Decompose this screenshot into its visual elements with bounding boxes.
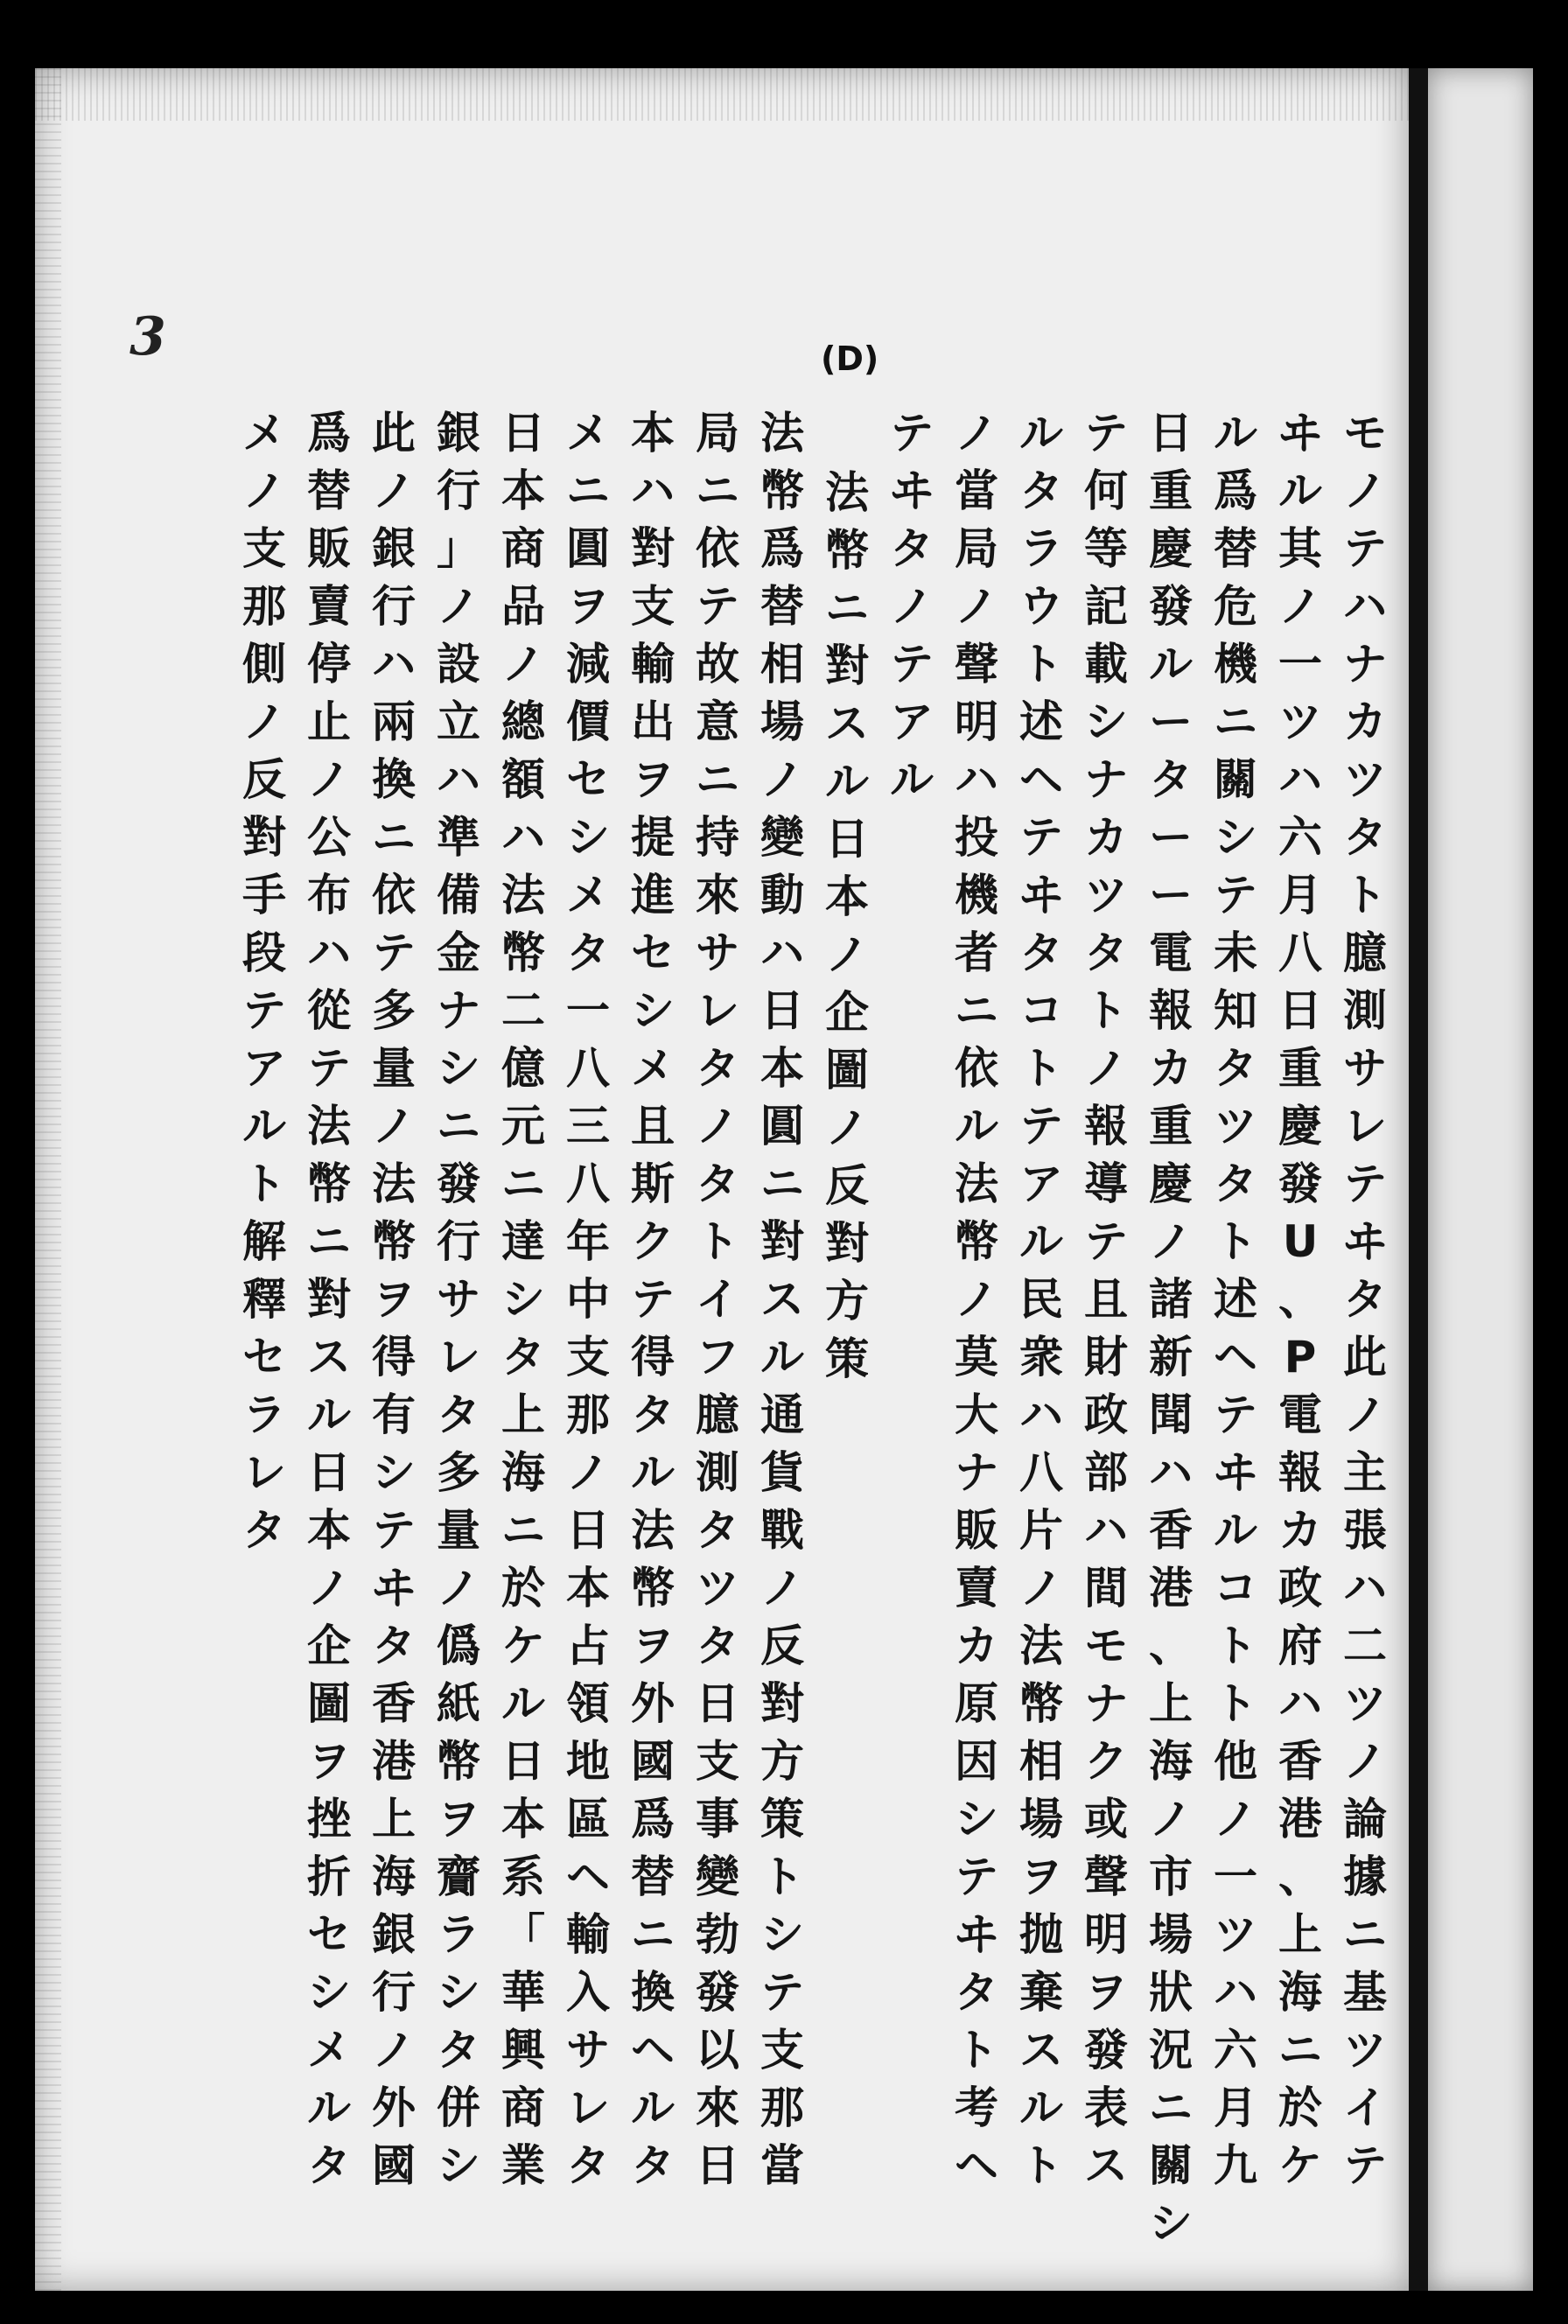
text-column: テ ヰ タ ノ テ ア ル bbox=[890, 408, 934, 805]
text-column: 局 ニ 依 テ 故 意 ニ 持 來 サ レ タ ノ タ ト イ フ 臆 測 タ ツ タ 日 支 事 變 勃 發 以 來 日 bbox=[696, 408, 739, 2191]
page-noise-top bbox=[35, 68, 1409, 121]
text-column: メ ニ 圓 ヲ 減 價 セ シ メ タ 一 八 三 八 年 中 支 那 ノ 日 本 占 領 地 區 ヘ 輸 入 サ レ タ bbox=[566, 408, 610, 2191]
text-column: 爲 替 販 賣 停 止 ノ 公 布 ハ 從 テ 法 幣 ニ 對 ス ル 日 本 ノ 企 圖 ヲ 挫 折 セ シ メ ル タ bbox=[307, 408, 351, 2191]
binding-shadow bbox=[1409, 68, 1428, 2291]
text-column: ヰ ル 其 ノ 一 ツ ハ 六 月 八 日 重 慶 發 U 、 P 電 報 カ 政 府 ハ 香 港 、 上 海 ニ 於 ケ bbox=[1278, 408, 1322, 2191]
text-column: 法 幣 爲 替 相 場 ノ 變 動 ハ 日 本 圓 ニ 對 ス ル 通 貨 戰 ノ 反 對 方 策 ト シ テ 支 那 當 bbox=[760, 408, 804, 2191]
page-number: 3 bbox=[130, 306, 166, 368]
text-column: 銀 行 」 ノ 設 立 ハ 準 備 金 ナ シ ニ 發 行 サ レ タ 多 量 ノ 僞 紙 幣 ヲ 齎 ラ シ タ 併 シ bbox=[437, 408, 480, 2191]
text-column: テ 何 等 記 載 シ ナ カ ツ タ ト ノ 報 導 テ 且 財 政 部 ハ 間 モ ナ ク 或 聲 明 ヲ 發 表 ス bbox=[1084, 408, 1128, 2191]
text-column: モ ノ テ ハ ナ カ ツ タ ト 臆 測 サ レ テ ヰ タ 此 ノ 主 張 ハ 二 ツ ノ 論 據 ニ 基 ツ イ テ bbox=[1343, 408, 1387, 2191]
text-column: 此 ノ 銀 行 ハ 兩 換 ニ 依 テ 多 量 ノ 法 幣 ヲ 得 有 シ テ ヰ タ 香 港 上 海 銀 行 ノ 外 國 bbox=[372, 408, 416, 2191]
text-column: 日 本 商 品 ノ 總 額 ハ 法 幣 二 億 元 ニ 達 シ タ 上 海 ニ 於 ケ ル 日 本 系 「 華 興 商 業 bbox=[501, 408, 545, 2191]
text-column: 法 幣 ニ 對 ス ル 日 本 ノ 企 圖 ノ 反 對 方 策 bbox=[825, 467, 869, 1384]
section-label: (D) bbox=[821, 340, 879, 378]
adjacent-page-edge bbox=[1428, 68, 1533, 2291]
text-column: ノ 當 局 ノ 聲 明 ハ 投 機 者 ニ 依 ル 法 幣 ノ 莫 大 ナ 販 賣 カ 原 因 シ テ ヰ タ ト 考 ヘ bbox=[955, 408, 998, 2191]
text-column: 本 ハ 對 支 輸 出 ヲ 提 進 セ シ メ 且 斯 ク テ 得 タ ル 法 幣 ヲ 外 國 爲 替 ニ 換 ヘ ル タ bbox=[631, 408, 675, 2191]
text-column: ル 爲 替 危 機 ニ 關 シ テ 未 知 タ ツ タ ト 述 ヘ テ ヰ ル コ ト ト 他 ノ 一 ツ ハ 六 月 九 bbox=[1214, 408, 1257, 2191]
text-column: メ ノ 支 那 側 ノ 反 對 手 段 テ ア ル ト 解 釋 セ ラ レ タ bbox=[242, 408, 286, 1556]
page-noise-left bbox=[35, 68, 61, 2291]
text-column: ル タ ラ ウ ト 述 ヘ テ ヰ タ コ ト テ ア ル 民 衆 ハ 八 片 ノ 法 幣 相 場 ヲ 抛 棄 ス ル ト bbox=[1019, 408, 1063, 2191]
text-column: 日 重 慶 發 ル ー タ ー ー 電 報 カ 重 慶 ノ 諸 新 聞 ハ 香 港 、 上 海 ノ 市 場 狀 況 ニ 關 シ bbox=[1149, 408, 1193, 2249]
